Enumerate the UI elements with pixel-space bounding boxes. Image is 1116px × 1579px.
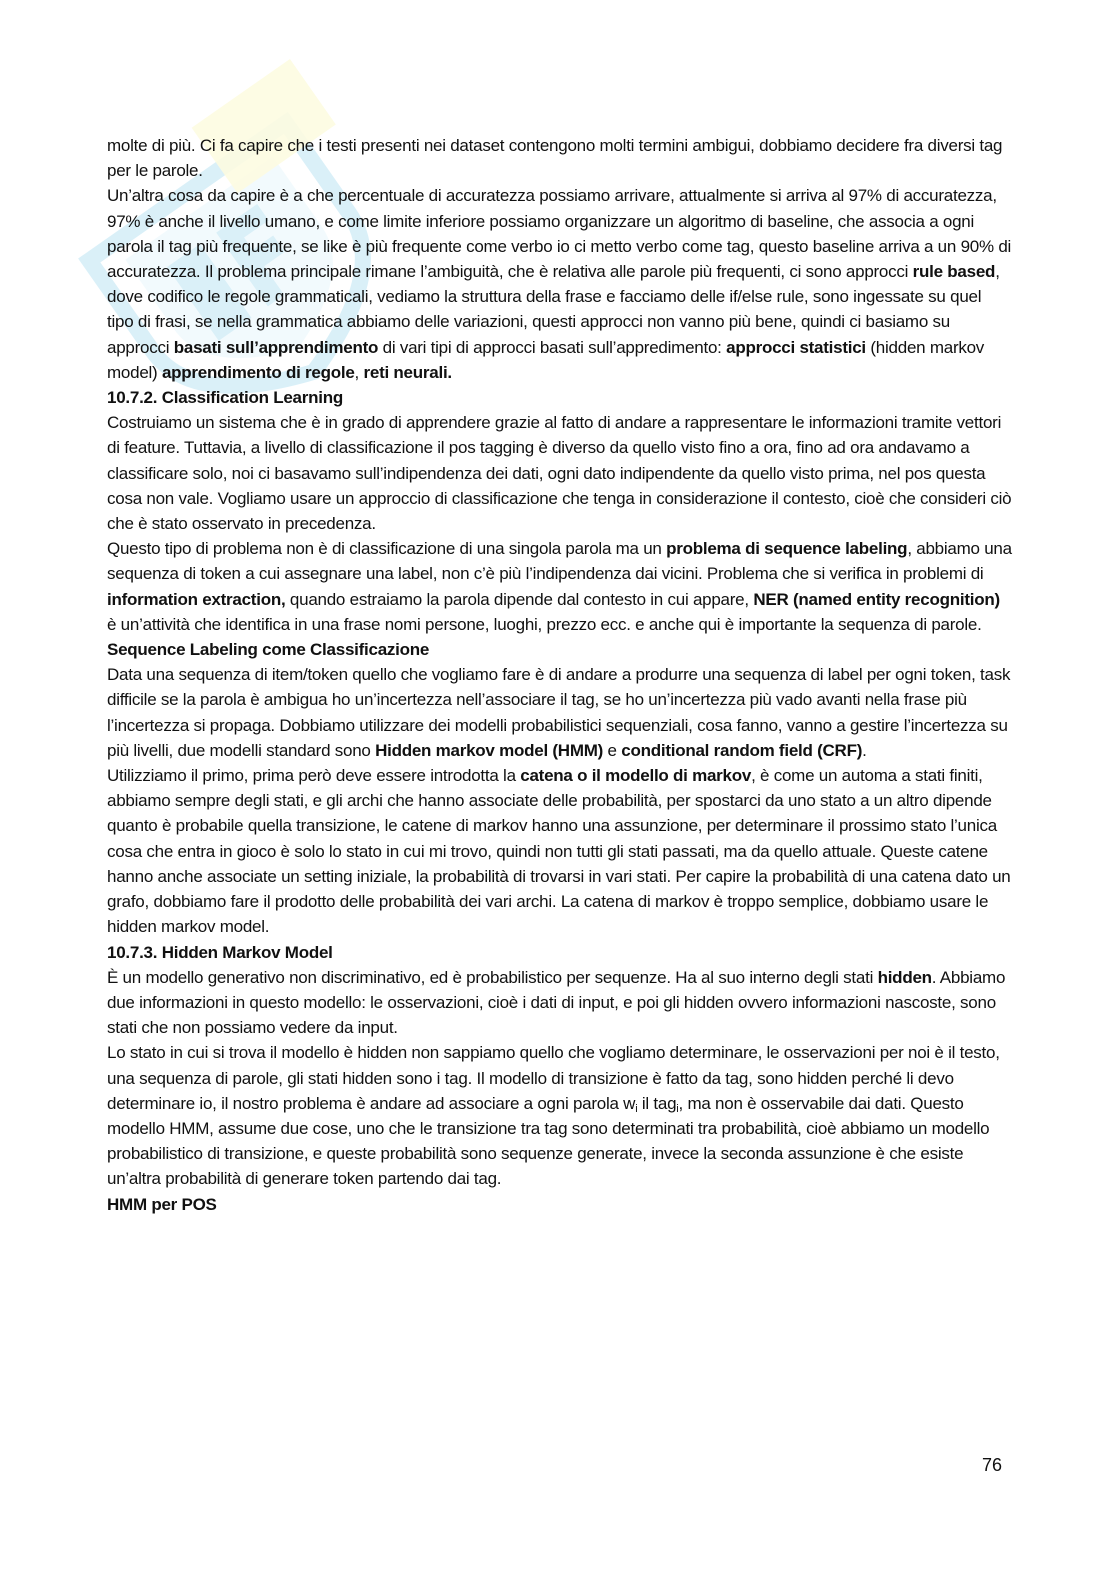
text-run: Data una sequenza di item/token quello che vogliamo fare è di andare a produrre una sequenza di label per ogni token, task difficile se la parola è ambigua ho un’incertezza nell’associare il tag, se ho un’incertezza più vado avanti nella frase più l’incertezza si propaga. Dobbiamo utilizzare dei modelli probabilistici sequenziali, cosa fanno, vanno a gestire l’incertezza su più livelli, due modelli standard sono (107, 665, 1011, 760)
text-run: Utilizziamo il primo, prima però deve essere introdotta la (107, 766, 521, 786)
text-run: , (354, 362, 364, 382)
bold-term: apprendimento di regole (161, 362, 355, 382)
text-run: è un’attività che identifica in una frase nomi persone, luoghi, prezzo ecc. e anche qui è importante la sequenza di parole. (107, 614, 982, 634)
subscript: i (635, 1102, 638, 1115)
text-run: . Abbiamo due informazioni in questo modello: le osservazioni, cioè i dati di input, e poi gli hidden ovvero informazioni nascoste, sono stati che non possiamo vedere da input. (107, 967, 1006, 1038)
text-run: il tag (637, 1093, 677, 1113)
subscript: i (676, 1102, 679, 1115)
text-run: (hidden markov model) (107, 337, 985, 382)
paragraph (107, 1040, 1012, 1191)
section-heading (107, 385, 1012, 410)
text-run: . (862, 740, 867, 760)
text-run: , dove codifico le regole grammaticali, vediamo la struttura della frase e facciamo delle if/else rule, sono ingessate su quel tipo di frasi, se nella grammatica abbiamo delle variazioni, questi approcci non vanno più bene, quindi ci basiamo su approcci (107, 262, 1000, 357)
text-run: , abbiamo una sequenza di token a cui assegnare una label, non c’è più l’indipendenza dai vicini. Problema che si verifica in problemi di (107, 539, 1012, 584)
text-run: È un modello generativo non discriminativo, ed è probabilistico per sequenze. Ha al suo interno degli stati (107, 967, 878, 987)
section-heading (107, 940, 1012, 965)
text-run: Costruiamo un sistema che è in grado di apprendere grazie al fatto di andare a rappresentare le informazioni tramite vettori di feature. Tuttavia, a livello di classificazione il pos tagging è diverso da quello visto fino a ora, fino ad ora andavamo a classificare solo, noi ci basavamo sull’indipendenza dei dati, ogni dato indipendente da quello visto prima, nel pos questa cosa non vale. Vogliamo usare un approccio di classificazione che tenga in considerazione il contesto, cioè che consideri ciò che è stato osservato in precedenza. (107, 413, 1012, 534)
page-number: 76 (982, 1455, 1003, 1475)
paragraph (107, 410, 1012, 536)
bold-term: catena o il modello di markov (520, 766, 752, 786)
bold-term: conditional random field (CRF) (621, 740, 863, 760)
bold-term: basati sull’apprendimento (173, 337, 379, 357)
text-run: 10.7.3. Hidden Markov Model (107, 942, 333, 962)
text-run: Questo tipo di problema non è di classificazione di una singola parola ma un (107, 539, 667, 559)
text-run: molte di più. Ci fa capire che i testi presenti nei dataset contengono molti termini ambigui, dobbiamo decidere fra diversi tag per le parole. (107, 136, 1003, 181)
paragraph (107, 183, 1012, 385)
text-run: quando estraiamo la parola dipende dal contesto in cui appare, (285, 589, 754, 609)
text-run: HMM per POS (107, 1194, 217, 1214)
bold-term: problema di sequence labeling (666, 539, 908, 559)
bold-term: hidden (877, 967, 932, 987)
bold-term: NER (named entity recognition) (753, 589, 1000, 609)
section-heading (107, 637, 1012, 662)
paragraph (107, 763, 1012, 939)
bold-term: rule based (912, 262, 996, 282)
text-run: , è come un automa a stati finiti, abbiamo sempre degli stati, e gli archi che hanno associate delle probabilità, per spostarci da uno stato a un altro dipende quanto è probabile quella transizione, le catene di markov hanno una assunzione, per determinare il prossimo stato l’unica cosa che entra in gioco è solo lo stato in cui mi trovo, quindi non tutti gli stati passati, ma da quello attuale. Queste catene hanno anche associate un setting iniziale, la probabilità di trovarsi in vari stati. Per capire la probabilità di una catena dato un grafo, dobbiamo fare il prodotto delle probabilità dei vari archi. La catena di markov è troppo semplice, dobbiamo usare le hidden markov model. (107, 766, 1011, 937)
text-run: Sequence Labeling come Classificazione (107, 640, 430, 660)
bold-term: information extraction, (107, 589, 286, 609)
paragraph (107, 536, 1012, 637)
bold-term: approcci statistici (726, 337, 866, 357)
text-run: di vari tipi di approcci basati sull’appredimento: (378, 337, 727, 357)
paragraph (107, 133, 1012, 183)
paragraph (107, 662, 1012, 763)
text-run: , ma non è osservabile dai dati. Questo modello HMM, assume due cose, uno che le transizione tra tag sono determinati tra probabilità, cioè abbiamo un modello probabilistico di transizione, e queste probabilità sono sequenze generate, invece la seconda assunzione è che esiste un’altra probabilità di generare token partendo dai tag. (107, 1093, 990, 1189)
text-run: Un’altra cosa da capire è a che percentuale di accuratezza possiamo arrivare, attualmente si arriva al 97% di accuratezza, 97% è anche il livello umano, e come limite inferiore possiamo organizzare un algoritmo di baseline, che associa a ogni parola il tag più frequente, se like è più frequente come verbo io ci metto verbo come tag, questo baseline arriva a un 90% di accuratezza. Il problema principale rimane l’ambiguità, che è relativa alle parole più frequenti, ci sono approcci (107, 186, 1012, 282)
section-heading (107, 1192, 1012, 1217)
text-run: e (603, 740, 622, 760)
text-run: Lo stato in cui si trova il modello è hidden non sappiamo quello che vogliamo determinare, le osservazioni per noi è il testo, una sequenza di parole, gli stati hidden sono i tag. Il modello di transizione è fatto da tag, sono hidden perché li devo determinare io, il nostro problema è andare ad associare a ogni parola w (107, 1043, 1000, 1113)
bold-term: reti neurali. (363, 362, 452, 382)
bold-term: Hidden markov model (HMM) (375, 740, 604, 760)
paragraph (107, 965, 1012, 1041)
text-run: 10.7.2. Classification Learning (107, 388, 344, 408)
document-body (107, 133, 1012, 1217)
